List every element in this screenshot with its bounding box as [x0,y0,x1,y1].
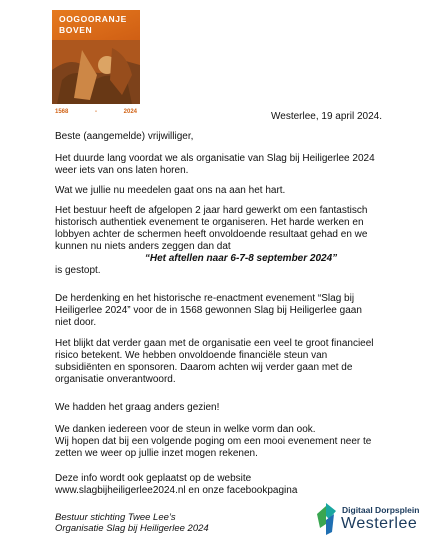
dorpsplein-line-2: Westerlee [341,515,418,532]
paragraph-3-line-4: kunnen nu niets anders zeggen dan dat [55,241,231,252]
logo-year-start: 1568 [55,109,69,115]
paragraph-3-line-2: historisch authentiek evenement te organiseren. Het harde werken en [55,217,364,228]
paragraph-1-line-1: Het duurde lang voordat we als organisatie van Slag bij Heiligerlee 2024 [55,153,375,164]
dorpsplein-mark-icon [314,502,338,536]
logo-year-end: 2024 [123,109,137,115]
digitaal-dorpsplein-logo [314,502,430,542]
paragraph-1-line-2: weer iets van ons laten horen. [55,165,189,176]
paragraph-4-line-3: niet door. [55,317,97,328]
paragraph-4-line-2: Heiligerlee 2024” voor de in 1568 gewonnen Slag bij Heiligerlee gaan [55,305,362,316]
event-logo [52,10,140,120]
logo-title: OOGOORANJE BOVEN [59,14,127,35]
paragraph-5-line-1: Het blijkt dat verder gaan met de organisatie een veel te groot financieel [55,338,374,349]
dorpsplein-line-1: Digitaal Dorpsplein [342,505,420,515]
paragraph-7-line-3: zetten we weer op jullie inzet mogen rekenen. [55,448,258,459]
paragraph-6: We hadden het graag anders gezien! [55,402,220,413]
paragraph-5-line-2: risico betekent. We hebben onvoldoende financiële steun van [55,350,328,361]
countdown-quote: “Het aftellen naar 6-7-8 september 2024” [144,253,338,264]
paragraph-3-line-1: Het bestuur heeft de afgelopen 2 jaar hard gewerkt om een fantastisch [55,205,368,216]
paragraph-4-line-1: De herdenking en het historische re-enactment evenement “Slag bij [55,293,355,304]
paragraph-5-line-4: organisatie onverantwoord. [55,374,176,385]
paragraph-8-line-1: Deze info wordt ook geplaatst op de website [55,473,252,484]
logo-year-separator: - [95,109,97,115]
paragraph-2: Wat we jullie nu meedelen gaat ons na aan het hart. [55,185,286,196]
salutation: Beste (aangemelde) vrijwilliger, [55,131,194,142]
letter-date: Westerlee, 19 april 2024. [271,111,382,122]
paragraph-5-line-3: subsidiënten en sponsoren. Daarom achten wij verder gaan met de [55,362,353,373]
paragraph-7-line-1: We danken iedereen voor de steun in welke vorm dan ook. [55,424,316,435]
website-link[interactable]: www.slagbijheiligerlee2024.nl en onze facebookpagina [55,485,298,496]
paragraph-7-line-2: Wij hopen dat bij een volgende poging om een mooi evenement neer te [55,436,372,447]
signature-line-2: Organisatie Slag bij Heiligerlee 2024 [55,523,209,534]
paragraph-3-end: is gestopt. [55,265,101,276]
logo-year-strip [52,104,140,120]
paragraph-3-line-3: lobbyen achter de schermen heeft onvoldoende resultaat gehad en we [55,229,368,240]
signature-line-1: Bestuur stichting Twee Lee’s [55,512,176,523]
